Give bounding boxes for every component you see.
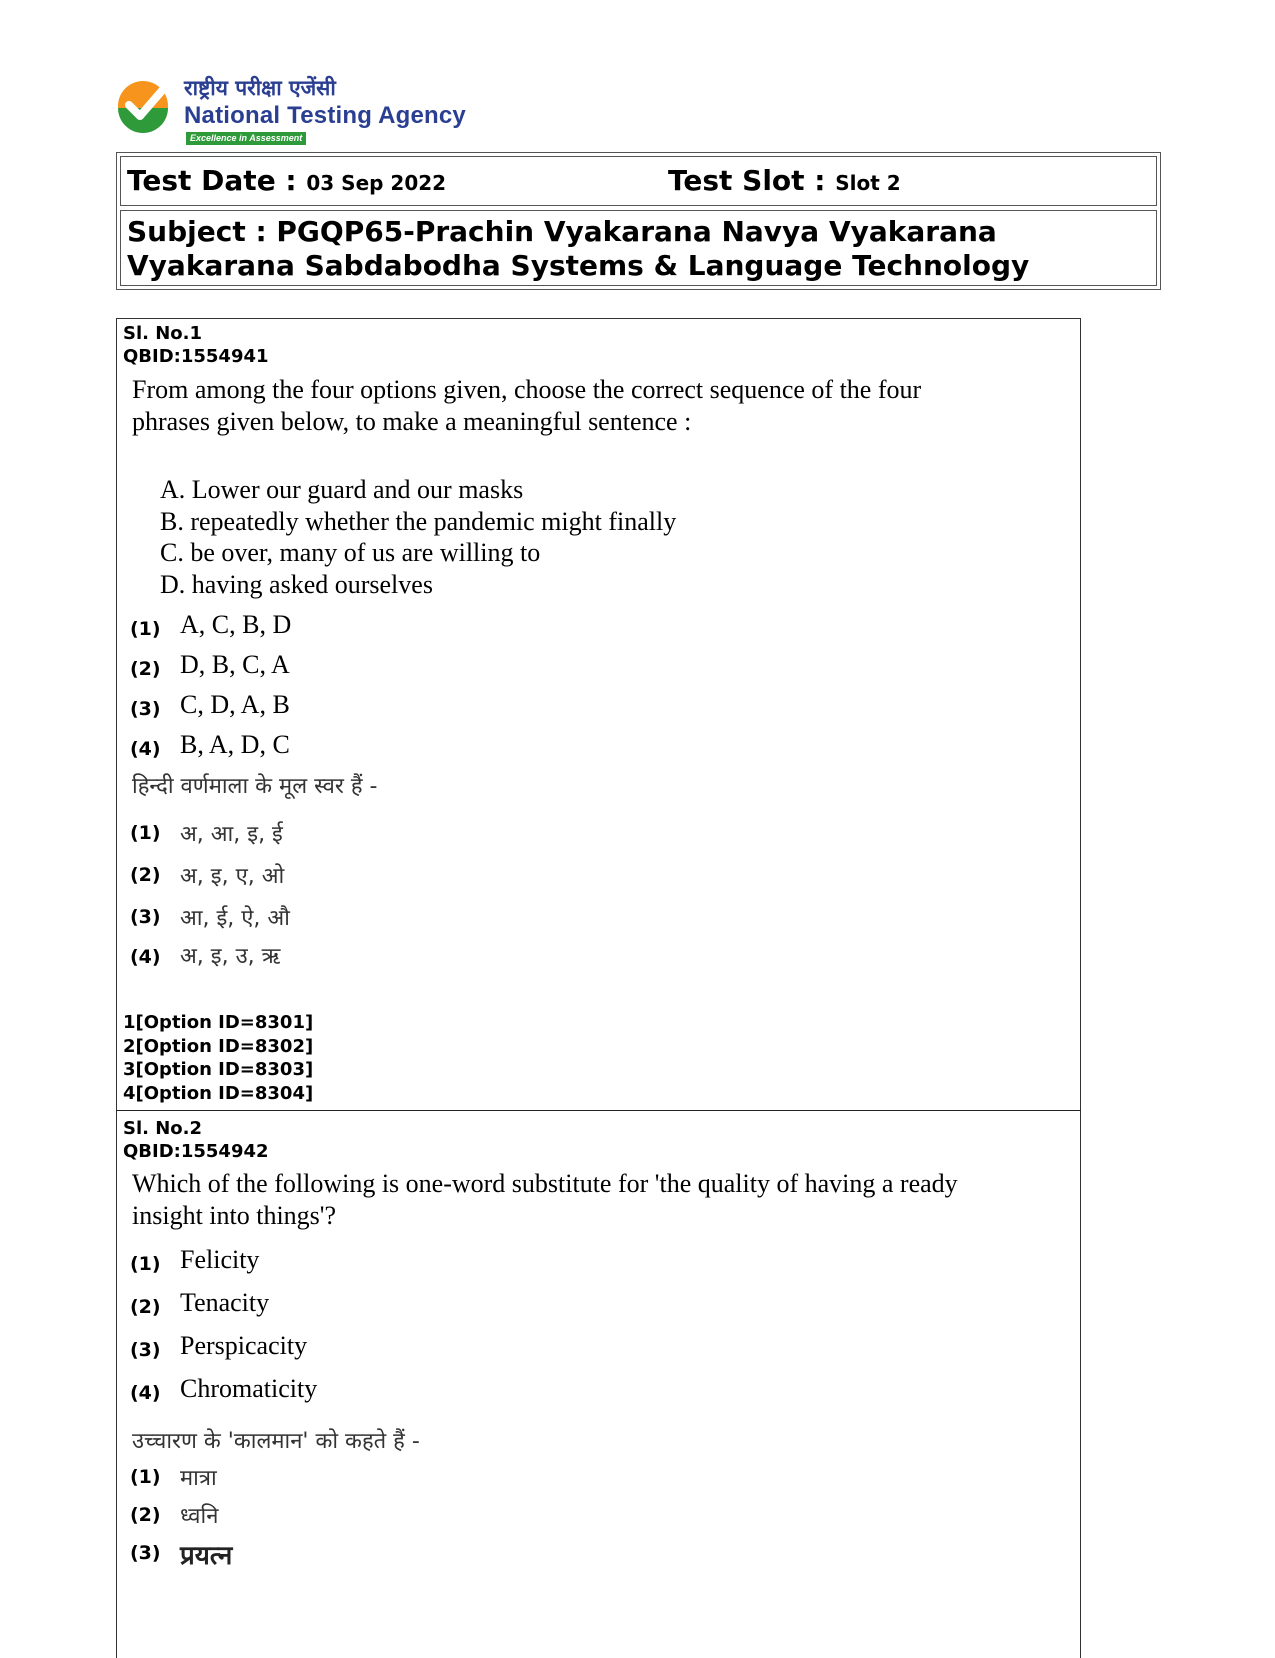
test-slot-label: Test Slot : <box>668 164 826 197</box>
q2-option-1-number: (1) <box>130 1253 161 1275</box>
q1-option-id-3: 3[Option ID=8303] <box>123 1059 314 1080</box>
q1-statement-a: A. Lower our guard and our masks <box>160 475 524 504</box>
q1-statement-b: B. repeatedly whether the pandemic might finally <box>160 506 677 536</box>
q1-option-4-number: (4) <box>130 738 161 760</box>
q2-meta <box>123 1117 269 1163</box>
q1-hindi-question-text: हिन्दी वर्णमाला के मूल स्वर हैं - <box>132 774 378 799</box>
q2-hindi-option-1-text: मात्रा <box>180 1466 217 1491</box>
q1-text-line-1: From among the four options given, choose the correct sequence of the four <box>132 375 922 404</box>
q1-option-id-1: 1[Option ID=8301] <box>123 1012 314 1033</box>
subject-line-1: Subject : PGQP65-Prachin Vyakarana Navya Vyakarana <box>127 215 997 248</box>
logo-tagline: Excellence in Assessment <box>186 132 306 145</box>
subject-title <box>127 215 1147 283</box>
q2-hindi-option-3-text: प्रयत्न <box>180 1541 233 1571</box>
q1-hindi-option-4-text: अ, इ, उ, ऋ <box>180 944 281 969</box>
q2-option-4-text: Chromaticity <box>180 1374 318 1403</box>
q2-option-2-number: (2) <box>130 1296 161 1318</box>
test-date-value: 03 Sep 2022 <box>306 171 447 195</box>
q1-statement-d: D. having asked ourselves <box>160 569 433 599</box>
logo-english-name: National Testing Agency <box>184 102 466 129</box>
subject-line-2: Vyakarana Sabdabodha Systems & Language Technology <box>127 249 1030 282</box>
q2-question-text <box>132 1168 1032 1232</box>
q2-option-3-number: (3) <box>130 1339 161 1361</box>
q1-qbid: QBID:1554941 <box>123 346 269 367</box>
q1-option-4-text: B, A, D, C <box>180 730 290 759</box>
q2-hindi-option-2-number: (2) <box>130 1504 161 1526</box>
nta-check-logo-icon <box>116 78 172 134</box>
q1-hindi-option-2-number: (2) <box>130 864 161 886</box>
q2-hindi-option-2-text: ध्वनि <box>180 1504 219 1529</box>
logo-hindi-name: राष्ट्रीय परीक्षा एजेंसी <box>184 76 336 100</box>
q1-option-1-number: (1) <box>130 618 161 640</box>
q1-meta <box>123 322 269 368</box>
test-slot-value: Slot 2 <box>835 171 901 195</box>
q2-option-3-text: Perspicacity <box>180 1331 308 1360</box>
q1-hindi-option-3-text: आ, ई, ऐ, औ <box>180 906 290 931</box>
test-date-slot-row <box>120 156 1157 206</box>
q1-option-2-number: (2) <box>130 658 161 680</box>
nta-logo <box>116 72 476 144</box>
q1-hindi-option-4-number: (4) <box>130 946 161 968</box>
test-header <box>116 152 1161 290</box>
q1-hindi-option-3-number: (3) <box>130 906 161 928</box>
q1-option-3-number: (3) <box>130 698 161 720</box>
q2-hindi-option-1-number: (1) <box>130 1466 161 1488</box>
test-date <box>127 164 446 197</box>
q1-hindi-option-2-text: अ, इ, ए, ओ <box>180 864 285 889</box>
q1-option-id-4: 4[Option ID=8304] <box>123 1082 314 1104</box>
q1-option-id-2: 2[Option ID=8302] <box>123 1035 314 1057</box>
q1-statements <box>160 474 676 600</box>
q2-hindi-option-3-number: (3) <box>130 1542 161 1564</box>
q2-sl-no: Sl. No.2 <box>123 1118 203 1139</box>
q2-text-line-1: Which of the following is one-word substitute for 'the quality of having a ready <box>132 1169 958 1198</box>
q1-option-ids <box>123 1011 313 1105</box>
subject-row <box>120 210 1157 286</box>
q1-question-text <box>132 374 1032 438</box>
q1-statement-c: C. be over, many of us are willing to <box>160 538 541 567</box>
q2-option-4-number: (4) <box>130 1382 161 1404</box>
q1-option-3-text: C, D, A, B <box>180 690 290 719</box>
q1-hindi-option-1-text: अ, आ, इ, ई <box>180 822 283 847</box>
test-date-label: Test Date : <box>127 164 297 197</box>
q1-option-2-text: D, B, C, A <box>180 650 290 679</box>
q2-text-line-2: insight into things'? <box>132 1201 337 1230</box>
q1-option-1-text: A, C, B, D <box>180 610 292 639</box>
question-divider <box>116 1110 1081 1111</box>
q2-option-2-text: Tenacity <box>180 1288 270 1317</box>
q2-option-1-text: Felicity <box>180 1245 260 1274</box>
q1-text-line-2: phrases given below, to make a meaningful sentence : <box>132 407 692 436</box>
q1-hindi-option-1-number: (1) <box>130 822 161 844</box>
q2-hindi-question-text: उच्चारण के 'कालमान' को कहते हैं - <box>132 1429 420 1454</box>
q1-sl-no: Sl. No.1 <box>123 323 203 344</box>
q2-qbid: QBID:1554942 <box>123 1141 269 1162</box>
test-slot <box>668 164 901 197</box>
